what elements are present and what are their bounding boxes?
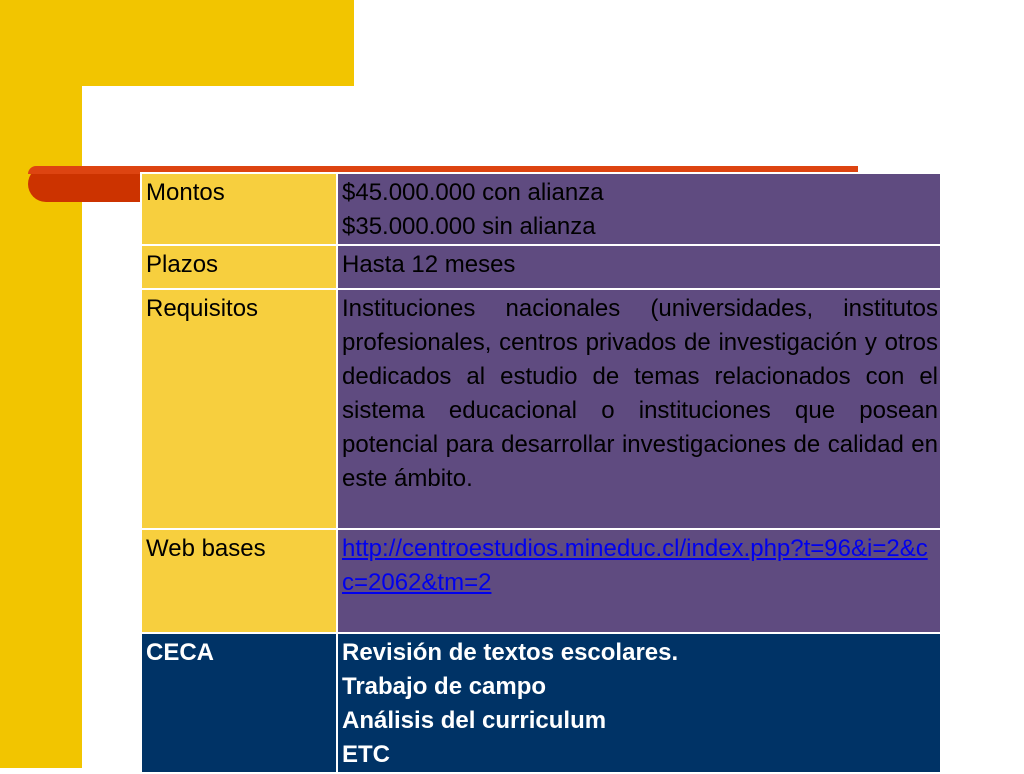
label-montos: Montos — [141, 173, 337, 245]
label-web-bases: Web bases — [141, 529, 337, 633]
label-requisitos: Requisitos — [141, 289, 337, 529]
yellow-background-left — [0, 0, 82, 768]
table-row-ceca — [141, 633, 941, 773]
value-montos — [337, 173, 941, 245]
table-row-plazos — [141, 245, 941, 289]
table-row-montos — [141, 173, 941, 245]
ceca-item-1: Revisión de textos escolares. — [342, 639, 679, 666]
label-ceca: CECA — [141, 633, 337, 773]
value-plazos — [337, 245, 941, 289]
label-plazos: Plazos — [141, 245, 337, 289]
table-row-web-bases — [141, 529, 941, 633]
table-row-requisitos — [141, 289, 941, 529]
value-web-bases — [337, 529, 941, 633]
ceca-item-3: Análisis del curriculum — [342, 707, 607, 734]
plazos-text: Hasta 12 meses — [342, 251, 516, 278]
montos-con-alianza: $45.000.000 con alianza — [342, 179, 604, 206]
ceca-item-4: ETC — [342, 741, 390, 768]
montos-sin-alianza: $35.000.000 sin alianza — [342, 213, 596, 240]
info-table — [140, 172, 942, 774]
ceca-item-2: Trabajo de campo — [342, 673, 547, 700]
value-requisitos: Instituciones nacionales (universidades, institutos profesionales, centros privados de investigación y otros dedicados al estudio de temas relacionados con el sistema educacional o instituciones que posean potencial para desarrollar investigaciones de calidad en este ámbito. — [337, 289, 941, 529]
web-bases-link[interactable]: http://centroestudios.mineduc.cl/index.php?t=96&i=2&cc=2062&tm=2 — [342, 535, 928, 596]
value-ceca — [337, 633, 941, 773]
